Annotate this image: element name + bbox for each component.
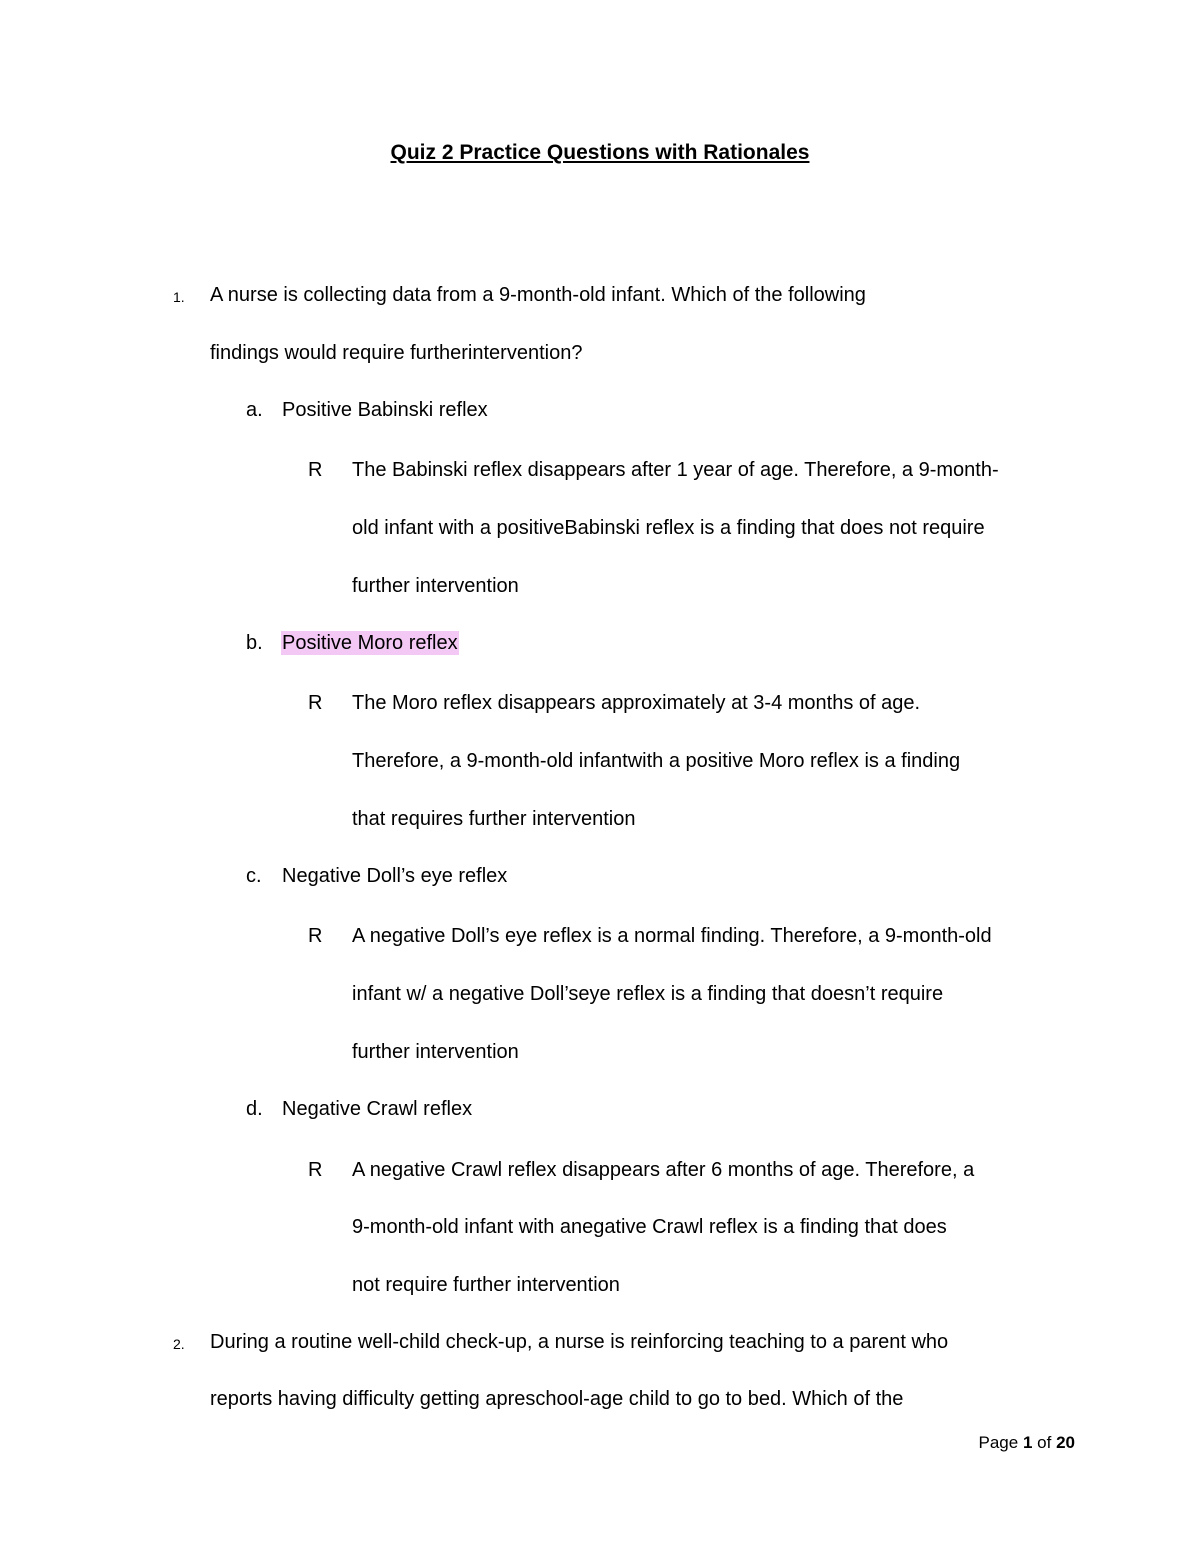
question-stem-line: reports having difficulty getting apreschool-age child to go to bed. Which of the [210,1388,904,1410]
rationale-line: A negative Crawl reflex disappears after 6 months of age. Therefore, a [352,1159,975,1181]
option-letter: b. [246,632,263,654]
question-stem-line: A nurse is collecting data from a 9-month-old infant. Which of the following [210,284,866,306]
rationale-line: infant w/ a negative Doll’seye reflex is a finding that doesn’t require [352,983,944,1005]
rationale-marker: R [308,925,323,947]
rationale-marker: R [308,459,323,481]
rationale-line: 9-month-old infant with anegative Crawl reflex is a finding that does [352,1216,947,1238]
rationale-marker: R [308,692,323,714]
option-letter: a. [246,399,263,421]
rationale-line: The Moro reflex disappears approximately at 3-4 months of age. [352,692,921,714]
rationale-line: The Babinski reflex disappears after 1 year of age. Therefore, a 9-month- [352,459,999,481]
question-stem-line: findings would require furtherintervention? [210,342,583,364]
question-number: 1. [173,289,185,305]
question-stem-line: During a routine well-child check-up, a nurse is reinforcing teaching to a parent who [210,1331,949,1353]
question-number: 2. [173,1336,185,1352]
rationale-line: that requires further intervention [352,808,636,830]
rationale-marker: R [308,1159,323,1181]
option-text-highlighted [281,628,459,658]
rationale-line: old infant with a positiveBabinski reflex is a finding that does not require [352,517,985,539]
option-text: Negative Crawl reflex [282,1098,473,1120]
answer-highlight: Positive Moro reflex [282,632,458,654]
option-letter: c. [246,865,262,887]
page-total: 20 [1056,1433,1075,1452]
page-of: of [1037,1433,1052,1452]
rationale-line: further intervention [352,1041,519,1063]
page-footer [979,1430,1075,1456]
page-title: Quiz 2 Practice Questions with Rationales [390,141,810,164]
option-text: Negative Doll’s eye reflex [282,865,508,887]
option-letter: d. [246,1098,263,1120]
option-text: Positive Babinski reflex [282,399,488,421]
page-label: Page [978,1433,1019,1452]
rationale-line: not require further intervention [352,1274,620,1296]
rationale-line: Therefore, a 9-month-old infantwith a positive Moro reflex is a finding [352,750,961,772]
rationale-line: further intervention [352,575,519,597]
page-current: 1 [1022,1433,1033,1452]
rationale-line: A negative Doll’s eye reflex is a normal finding. Therefore, a 9-month-old [352,925,992,947]
